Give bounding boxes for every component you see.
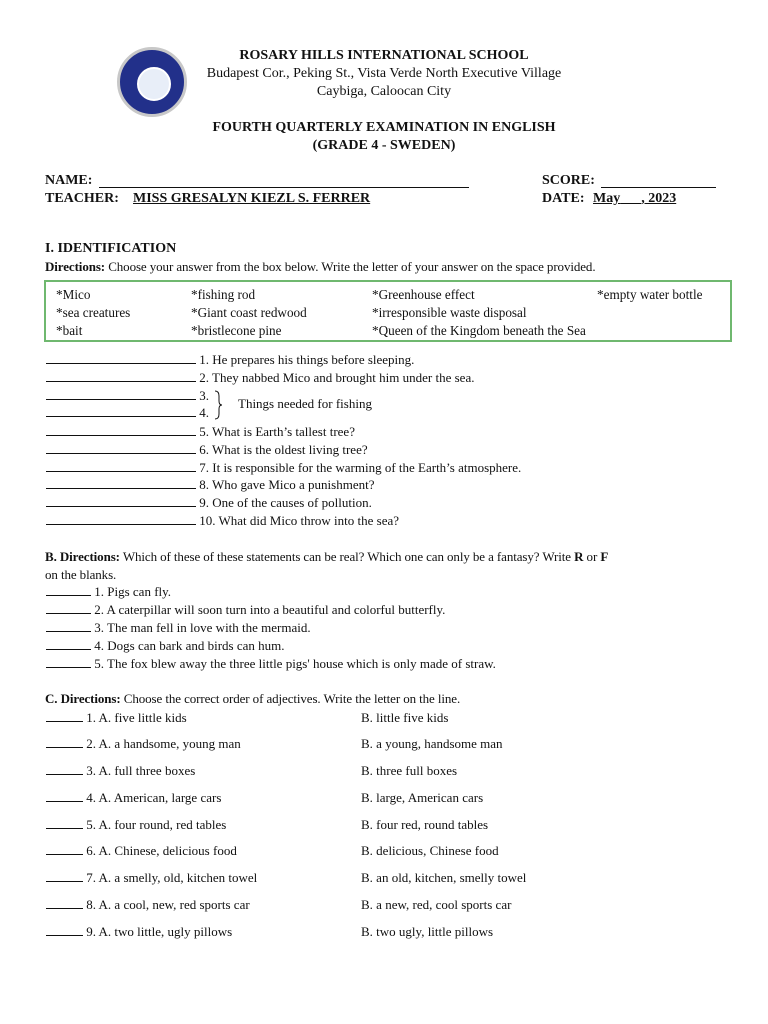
identification-item <box>46 460 521 476</box>
section-b-item <box>46 602 445 618</box>
word-box-item: *irresponsible waste disposal <box>372 305 527 320</box>
section-c-item <box>46 790 221 806</box>
school-address-line-2: Caybiga, Caloocan City <box>316 84 452 99</box>
item-text: 8. Who gave Mico a punishment? <box>199 477 375 492</box>
school-address-line-1: Budapest Cor., Peking St., Vista Verde North Executive Village <box>206 66 562 81</box>
answer-blank[interactable] <box>46 595 91 596</box>
option-b: B. a young, handsome man <box>361 736 503 751</box>
option-b: B. large, American cars <box>361 790 484 805</box>
word-box-item: *Giant coast redwood <box>191 305 307 320</box>
item-text: 2. They nabbed Mico and brought him under the sea. <box>199 370 475 385</box>
identification-item <box>46 477 374 493</box>
date-year: , 2023 <box>641 191 677 206</box>
section-c-directions <box>45 691 460 707</box>
word-box-item: *bristlecone pine <box>191 323 282 338</box>
identification-item <box>46 405 209 421</box>
name-label: NAME: <box>45 173 93 188</box>
identification-item <box>46 352 414 368</box>
answer-blank[interactable] <box>46 363 196 364</box>
item-text: 9. One of the causes of pollution. <box>199 495 372 510</box>
option-a: 8. A. a cool, new, red sports car <box>86 897 250 912</box>
answer-blank[interactable] <box>46 399 196 400</box>
option-b: B. little five kids <box>361 710 449 725</box>
name-field[interactable] <box>99 187 469 188</box>
option-a: 5. A. four round, red tables <box>86 817 227 832</box>
section-c-text: Choose the correct order of adjectives. Write the letter on the line. <box>123 691 461 706</box>
answer-blank[interactable] <box>46 435 196 436</box>
answer-blank[interactable] <box>46 453 196 454</box>
answer-blank[interactable] <box>46 854 83 855</box>
option-a: 1. A. five little kids <box>86 710 187 725</box>
exam-grade: (GRADE 4 - SWEDEN) <box>312 138 456 153</box>
section-c-item <box>46 763 195 779</box>
section-b-item <box>46 638 285 654</box>
item-text: 4. Dogs can bark and birds can hum. <box>94 638 285 653</box>
option-a: 9. A. two little, ugly pillows <box>86 924 233 939</box>
teacher-label: TEACHER: <box>45 191 119 206</box>
answer-blank[interactable] <box>46 416 196 417</box>
item-text: 10. What did Mico throw into the sea? <box>199 513 400 528</box>
word-box-item: *Queen of the Kingdom beneath the Sea <box>372 323 586 338</box>
item-text: 5. The fox blew away the three little pigs' house which is only made of straw. <box>94 656 496 671</box>
school-name: ROSARY HILLS INTERNATIONAL SCHOOL <box>239 48 529 63</box>
answer-word-box <box>44 280 732 342</box>
real-letter: R <box>574 549 584 564</box>
identification-item <box>46 388 209 404</box>
answer-blank[interactable] <box>46 935 83 936</box>
answer-blank[interactable] <box>46 381 196 382</box>
section-c-item <box>46 843 237 859</box>
section-c-item <box>46 817 226 833</box>
item-text: 5. What is Earth’s tallest tree? <box>199 424 355 439</box>
answer-blank[interactable] <box>46 747 83 748</box>
word-box-item: *fishing rod <box>191 287 256 302</box>
section-b-item <box>46 620 311 636</box>
word-box-item: *empty water bottle <box>597 287 703 302</box>
answer-blank[interactable] <box>46 471 196 472</box>
option-b: B. an old, kitchen, smelly towel <box>361 870 527 885</box>
or-word: or <box>586 549 598 564</box>
answer-blank[interactable] <box>46 506 196 507</box>
section-b-text: Which of these of these statements can be real? Which one can only be a fantasy? Write <box>122 549 571 564</box>
section-b-text-2: on the blanks. <box>45 567 117 582</box>
exam-title: FOURTH QUARTERLY EXAMINATION IN ENGLISH <box>212 120 556 135</box>
option-b: B. four red, round tables <box>361 817 489 832</box>
section-b-directions <box>45 548 725 584</box>
item-text: 4. <box>199 405 209 420</box>
option-b: B. two ugly, little pillows <box>361 924 494 939</box>
answer-blank[interactable] <box>46 488 196 489</box>
identification-item <box>46 513 399 529</box>
teacher-name: MISS GRESALYN KIEZL S. FERRER <box>133 191 371 206</box>
option-b: B. a new, red, cool sports car <box>361 897 512 912</box>
word-box-item: *bait <box>56 323 83 338</box>
date-value <box>593 191 676 207</box>
curly-bracket-icon <box>213 390 223 420</box>
option-b: B. three full boxes <box>361 763 458 778</box>
score-label: SCORE: <box>542 173 595 188</box>
fantasy-letter: F <box>600 549 609 564</box>
option-a: 2. A. a handsome, young man <box>86 736 241 751</box>
section-c-item <box>46 924 232 940</box>
date-month: May <box>593 191 621 206</box>
section-c-item <box>46 897 250 913</box>
answer-blank[interactable] <box>46 631 91 632</box>
answer-blank[interactable] <box>46 881 83 882</box>
item-text: 3. The man fell in love with the mermaid. <box>94 620 311 635</box>
option-a: 6. A. Chinese, delicious food <box>86 843 237 858</box>
bracket-label: Things needed for fishing <box>238 396 372 411</box>
answer-blank[interactable] <box>46 828 83 829</box>
answer-blank[interactable] <box>46 667 91 668</box>
section-identification-title: I. IDENTIFICATION <box>45 241 177 256</box>
answer-blank[interactable] <box>46 721 83 722</box>
section-c-item <box>46 710 187 726</box>
answer-blank[interactable] <box>46 649 91 650</box>
section-b-item <box>46 584 171 600</box>
section-c-item <box>46 736 241 752</box>
identification-directions <box>45 259 596 275</box>
section-b-item <box>46 656 496 672</box>
date-label: DATE: <box>542 191 585 206</box>
answer-blank[interactable] <box>46 801 83 802</box>
section-c-label: C. Directions: <box>45 691 121 706</box>
identification-item <box>46 442 368 458</box>
option-b: B. delicious, Chinese food <box>361 843 499 858</box>
item-text: 1. He prepares his things before sleeping. <box>199 352 415 367</box>
answer-blank[interactable] <box>46 524 196 525</box>
answer-blank[interactable] <box>46 908 83 909</box>
item-text: 2. A caterpillar will soon turn into a beautiful and colorful butterfly. <box>94 602 446 617</box>
answer-blank[interactable] <box>46 774 83 775</box>
identification-item <box>46 424 355 440</box>
option-a: 7. A. a smelly, old, kitchen towel <box>86 870 258 885</box>
directions-text: Choose your answer from the box below. Write the letter of your answer on the space provided. <box>108 259 596 274</box>
word-box-item: *sea creatures <box>56 305 131 320</box>
section-b-label: B. Directions: <box>45 549 120 564</box>
item-text: 6. What is the oldest living tree? <box>199 442 368 457</box>
option-a: 3. A. full three boxes <box>86 763 196 778</box>
item-text: 1. Pigs can fly. <box>94 584 172 599</box>
word-box-item: *Greenhouse effect <box>372 287 475 302</box>
identification-item <box>46 370 474 386</box>
score-field[interactable] <box>601 187 716 188</box>
directions-label: Directions: <box>45 259 106 274</box>
option-a: 4. A. American, large cars <box>86 790 222 805</box>
answer-blank[interactable] <box>46 613 91 614</box>
identification-item <box>46 495 372 511</box>
item-text: 3. <box>199 388 209 403</box>
section-c-item <box>46 870 257 886</box>
word-box-item: *Mico <box>56 287 91 302</box>
item-text: 7. It is responsible for the warming of the Earth’s atmosphere. <box>199 460 522 475</box>
